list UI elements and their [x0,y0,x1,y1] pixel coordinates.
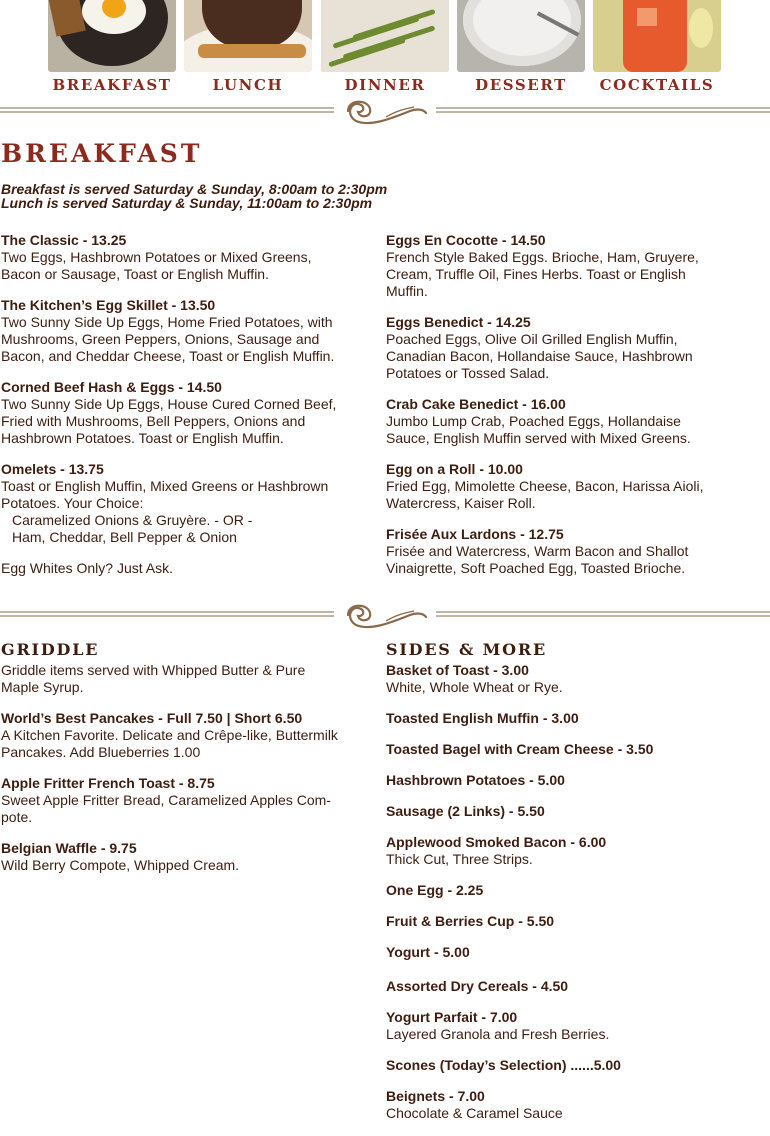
menu-item [1,232,341,283]
menu-item-desc: Two Sunny Side Up Eggs, House Cured Corned Beef, Fried with Mushrooms, Bell Peppers, Onions and Hashbrown Potatoes. Toast or English Muffin. [1,396,337,446]
menu-item-title: The Kitchen’s Egg Skillet - 13.50 [1,297,216,313]
menu-item-title: Belgian Waffle - 9.75 [1,840,137,856]
menu-item [1,840,346,874]
lunch-hours: Lunch is served Saturday & Sunday, 11:00am to 2:30pm [1,195,373,211]
menu-item [386,834,746,868]
sides-section [386,641,746,1136]
menu-item-desc: Poached Eggs, Olive Oil Grilled English Muffin, Canadian Bacon, Hollandaise Sauce, Hashbrown Potatoes or Tossed Salad. [386,331,693,381]
menu-item [386,944,746,961]
menu-item-title: Eggs En Cocotte - 14.50 [386,232,546,248]
menu-item-desc: Sweet Apple Fritter Bread, Caramelized Apples Com-pote. [1,792,331,825]
menu-item-desc: A Kitchen Favorite. Delicate and Crêpe-like, Buttermilk Pancakes. Add Blueberries 1.00 [1,727,338,760]
menu-item [386,396,704,447]
menu-item-title: Sausage (2 Links) - 5.50 [386,803,545,819]
menu-item [1,775,346,826]
menu-item-desc: Fried Egg, Mimolette Cheese, Bacon, Harissa Aioli, Watercress, Kaiser Roll. [386,478,704,511]
category-nav [0,0,770,100]
dessert-photo[interactable] [457,0,585,72]
griddle-section [1,641,346,888]
nav-label-cocktails[interactable]: COCKTAILS [599,76,715,94]
egg-whites-note: Egg Whites Only? Just Ask. [1,560,173,576]
menu-item [386,741,746,758]
nav-item-lunch[interactable] [184,0,312,94]
menu-item [1,710,346,761]
menu-item [386,772,746,789]
menu-item-title: Apple Fritter French Toast - 8.75 [1,775,215,791]
menu-item [386,978,746,995]
menu-item-title: The Classic - 13.25 [1,232,127,248]
menu-item-title: Hashbrown Potatoes - 5.00 [386,772,565,788]
ornament-divider [0,97,770,127]
menu-item [386,526,704,577]
menu-item-title: Omelets - 13.75 [1,461,104,477]
menu-item [386,1057,746,1074]
menu-item [386,232,704,300]
menu-item-desc: White, Whole Wheat or Rye. [386,679,563,695]
menu-item-desc: Toast or English Muffin, Mixed Greens or Hashbrown Potatoes. Your Choice: [1,478,329,511]
menu-item-desc: Thick Cut, Three Strips. [386,851,533,867]
breakfast-photo[interactable] [48,0,176,72]
menu-item-desc: Frisée and Watercress, Warm Bacon and Shallot Vinaigrette, Soft Poached Egg, Toasted Brioche. [386,543,689,576]
ornament-divider [0,601,770,631]
breakfast-left-column [1,232,341,591]
section-title-griddle: GRIDDLE [1,640,100,659]
menu-item-title: Crab Cake Benedict - 16.00 [386,396,566,412]
menu-item-desc: Two Eggs, Hashbrown Potatoes or Mixed Greens, Bacon or Sausage, Toast or English Muffin. [1,249,312,282]
service-hours [1,182,387,210]
menu-item-desc: Wild Berry Compote, Whipped Cream. [1,857,240,873]
menu-item [386,461,704,512]
griddle-intro-text: Griddle items served with Whipped Butter & Pure Maple Syrup. [1,662,306,695]
nav-label-dessert[interactable]: DESSERT [475,76,567,94]
menu-item [386,1088,746,1122]
menu-item-title: Yogurt - 5.00 [386,944,470,960]
menu-note [1,560,341,577]
breakfast-right-column [386,232,704,591]
nav-item-dinner[interactable] [321,0,449,94]
nav-item-dessert[interactable] [457,0,585,94]
nav-label-lunch[interactable]: LUNCH [212,76,284,94]
menu-item-title: Eggs Benedict - 14.25 [386,314,531,330]
menu-item [386,882,746,899]
menu-item [1,461,341,546]
menu-item-title: Beignets - 7.00 [386,1088,485,1104]
section-title-sides: SIDES & MORE [386,640,547,659]
menu-item-desc: Two Sunny Side Up Eggs, Home Fried Potatoes, with Mushrooms, Green Peppers, Onions, Sausage and Bacon, and Cheddar Cheese, Toast or English Muffin. [1,314,335,364]
griddle-intro [1,662,346,696]
menu-item-title: Frisée Aux Lardons - 12.75 [386,526,564,542]
menu-item [386,710,746,727]
nav-label-dinner[interactable]: DINNER [344,76,426,94]
breakfast-hours: Breakfast is served Saturday & Sunday, 8:00am to 2:30pm [1,181,388,197]
menu-item-title: Applewood Smoked Bacon - 6.00 [386,834,607,850]
menu-item [1,379,341,447]
menu-item-title: Fruit & Berries Cup - 5.50 [386,913,555,929]
menu-item-desc: French Style Baked Eggs. Brioche, Ham, Gruyere, Cream, Truffle Oil, Fines Herbs. Toast or English Muffin. [386,249,699,299]
menu-item-title: Assorted Dry Cereals - 4.50 [386,978,569,994]
menu-item-title: Toasted English Muffin - 3.00 [386,710,579,726]
nav-item-breakfast[interactable] [48,0,176,94]
cocktails-photo[interactable] [593,0,721,72]
menu-item [386,314,704,382]
nav-label-breakfast[interactable]: BREAKFAST [52,76,172,94]
dinner-photo[interactable] [321,0,449,72]
menu-item-title: World’s Best Pancakes - Full 7.50 | Short 6.50 [1,710,303,726]
menu-item-title: Corned Beef Hash & Eggs - 14.50 [1,379,222,395]
menu-item-title: Basket of Toast - 3.00 [386,662,529,678]
menu-item-title: One Egg - 2.25 [386,882,484,898]
menu-item [386,1009,746,1043]
menu-item [386,913,746,930]
menu-item-desc: Chocolate & Caramel Sauce [386,1105,563,1121]
section-title-breakfast: BREAKFAST [1,139,203,168]
menu-item-title: Yogurt Parfait - 7.00 [386,1009,518,1025]
menu-item-title: Toasted Bagel with Cream Cheese - 3.50 [386,741,654,757]
menu-item [386,662,746,696]
menu-item-desc: Layered Granola and Fresh Berries. [386,1026,610,1042]
menu-item-title: Egg on a Roll - 10.00 [386,461,523,477]
menu-item-title: Scones (Today’s Selection) ......5.00 [386,1057,621,1073]
menu-item-desc: Jumbo Lump Crab, Poached Eggs, Hollandaise Sauce, English Muffin served with Mixed Greens. [386,413,691,446]
omelet-option: Caramelized Onions & Gruyère. - OR - [12,512,253,528]
nav-item-cocktails[interactable] [593,0,721,94]
menu-item [1,297,341,365]
lunch-photo[interactable] [184,0,312,72]
omelet-option: Ham, Cheddar, Bell Pepper & Onion [12,529,237,545]
menu-item [386,803,746,820]
